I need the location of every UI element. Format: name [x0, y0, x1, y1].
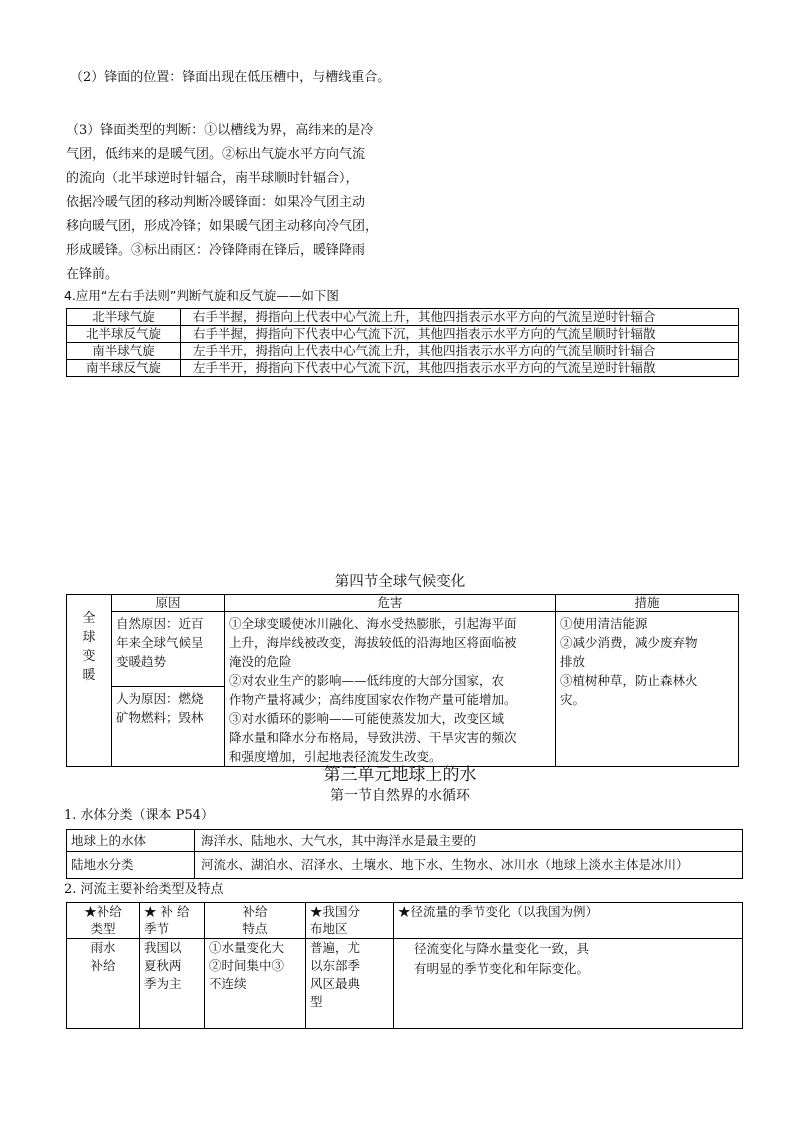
text-line: 布地区 — [310, 921, 348, 936]
text-line: 雨水 — [90, 940, 116, 955]
text-line: 淹没的危险 — [229, 654, 292, 669]
table-row — [67, 360, 739, 377]
water-class-table — [66, 829, 743, 879]
paragraph-front-position: （2）锋面的位置：锋面出现在低压槽中，与槽线重合。 — [70, 70, 391, 85]
table-row — [67, 595, 739, 612]
text-line: 补给 — [90, 958, 116, 973]
table-row — [67, 852, 743, 879]
table-row — [67, 939, 743, 1029]
table-row — [67, 612, 739, 687]
table-row — [67, 343, 739, 360]
text-line: 特点 — [242, 921, 268, 936]
text-line: 矿物燃料；毁林 — [116, 709, 204, 725]
text-line: 排放 — [560, 654, 586, 669]
table-cell: 海洋水、陆地水、大气水，其中海洋水是最主要的 — [195, 830, 743, 852]
row-label — [67, 595, 112, 767]
text-line: ★我国分 — [310, 904, 361, 919]
cause-human — [112, 686, 225, 766]
table-cell: 地球上的水体 — [67, 830, 195, 852]
text-line: 普遍，尤 — [310, 940, 361, 955]
text-line: 以东部季 — [310, 958, 361, 973]
text-line: 季为主 — [144, 976, 182, 991]
cell-season — [140, 939, 205, 1029]
text-line: 不连续 — [209, 976, 247, 991]
text-line: ★补给 — [84, 904, 122, 919]
text-line: 灾。 — [560, 692, 586, 707]
table-cell: 陆地水分类 — [67, 852, 195, 879]
text-line: 我国以 — [144, 940, 182, 955]
text-line: 形成暖锋。③标出雨区：冷锋降雨在锋后，暖锋降雨 — [66, 243, 366, 258]
table-row — [67, 903, 743, 939]
row-label-char: 全 — [82, 611, 96, 626]
header-region — [306, 903, 394, 939]
text-line: （3）锋面类型的判断：①以槽线为界，高纬来的是冷 — [66, 123, 374, 138]
unit-title: 第三单元地球上的水 — [323, 765, 477, 785]
table-cell: 南半球气旋 — [67, 343, 181, 360]
table-cell: 南半球反气旋 — [67, 360, 181, 377]
text-line: 和强度增加，引起地表径流发生改变。 — [229, 749, 442, 764]
cell-feature — [205, 939, 306, 1029]
text-line: 夏秋两 — [144, 958, 182, 973]
paragraph-hand-rule: 4.应用“左右手法则”判断气旋和反气旋——如下图 — [64, 288, 339, 303]
harm-text — [225, 612, 556, 767]
table-cell: 左手半开，拇指向下代表中心气流下沉，其他四指表示水平方向的气流呈逆时针辐散 — [181, 360, 739, 377]
text-line: 自然原因：近百 — [116, 616, 204, 631]
table-cell: 北半球气旋 — [67, 309, 181, 326]
measure-text — [556, 612, 739, 767]
text-line: 作物产量将减少；高纬度国家农作物产量可能增加。 — [229, 692, 517, 707]
text-line: ①全球变暖使冰川融化、海水受热膨胀，引起海平面 — [229, 616, 517, 631]
cell-flow — [394, 939, 743, 1029]
paragraph-front-type — [66, 119, 378, 287]
row-label-char: 球 — [82, 630, 96, 645]
text-line: ①使用清洁能源 — [560, 616, 648, 631]
text-line: 补给 — [242, 904, 268, 919]
text-line: 年来全球气候呈 — [116, 635, 204, 650]
section-title: 第四节全球气候变化 — [334, 574, 466, 590]
table-row — [67, 326, 739, 343]
text-line: ②减少消费，减少废弃物 — [560, 635, 698, 650]
river-heading: 2. 河流主要补给类型及特点 — [64, 882, 224, 897]
text-line: 气团，低纬来的是暖气团。②标出气旋水平方向气流 — [66, 147, 366, 162]
cell-region — [306, 939, 394, 1029]
cell-type — [67, 939, 140, 1029]
text-line: ②时间集中③ — [209, 958, 285, 973]
section-subtitle: 第一节自然界的水循环 — [330, 788, 470, 804]
cause-natural — [112, 612, 225, 687]
table-cell: 右手半握，拇指向下代表中心气流下沉，其他四指表示水平方向的气流呈顺时针辐散 — [181, 326, 739, 343]
river-recharge-table — [66, 902, 743, 1029]
text-line: 的流向（北半球逆时针辐合，南半球顺时针辐合）， — [66, 171, 359, 186]
text-line: 类型 — [90, 921, 116, 936]
text-line: 型 — [310, 994, 323, 1009]
row-label-char: 变 — [82, 649, 96, 664]
header-harm: 危害 — [225, 595, 556, 612]
table-cell: 右手半握，拇指向上代表中心气流上升，其他四指表示水平方向的气流呈逆时针辐合 — [181, 309, 739, 326]
climate-change-table — [66, 594, 739, 767]
text-line: ③植树种草，防止森林火 — [560, 673, 698, 688]
text-line: 降水量和降水分布格局，导致洪涝、干旱灾害的频次 — [229, 730, 517, 745]
header-flow: ★径流量的季节变化（以我国为例） — [394, 903, 743, 939]
text-line: 人为原因：燃烧 — [116, 690, 204, 706]
text-line: 有明显的季节变化和年际变化。 — [414, 961, 590, 976]
text-line: ★ 补 给 — [144, 904, 190, 919]
header-feature — [205, 903, 306, 939]
header-type — [67, 903, 140, 939]
header-cause: 原因 — [112, 595, 225, 612]
text-line: 依据冷暖气团的移动判断冷暖锋面：如果冷气团主动 — [66, 195, 366, 210]
table-cell: 河流水、湖泊水、沼泽水、土壤水、地下水、生物水、冰川水（地球上淡水主体是冰川） — [195, 852, 743, 879]
table-cell: 左手半开，拇指向上代表中心气流上升，其他四指表示水平方向的气流呈顺时针辐合 — [181, 343, 739, 360]
hand-rule-table — [66, 308, 739, 377]
text-line: 变暖趋势 — [116, 654, 167, 669]
text-line: 径流变化与降水量变化一致，具 — [414, 941, 590, 956]
text-line: 移向暖气团，形成冷锋；如果暖气团主动移向冷气团， — [66, 219, 379, 234]
text-line: 风区最典 — [310, 976, 361, 991]
header-season — [140, 903, 205, 939]
text-line: 在锋前。 — [66, 267, 119, 282]
water-class-heading: 1. 水体分类（课本 P54） — [64, 808, 214, 823]
header-measure: 措施 — [556, 595, 739, 612]
text-line: ②对农业生产的影响——低纬度的大部分国家，农 — [229, 673, 505, 688]
row-label-char: 暖 — [82, 668, 96, 683]
table-cell: 北半球反气旋 — [67, 326, 181, 343]
text-line: 上升，海岸线被改变，海拔较低的沿海地区将面临被 — [229, 635, 517, 650]
table-row — [67, 309, 739, 326]
text-line: ③对水循环的影响——可能使蒸发加大，改变区域 — [229, 711, 505, 726]
text-line: 季节 — [144, 921, 170, 936]
text-line: ①水量变化大 — [209, 940, 285, 955]
table-row — [67, 830, 743, 852]
